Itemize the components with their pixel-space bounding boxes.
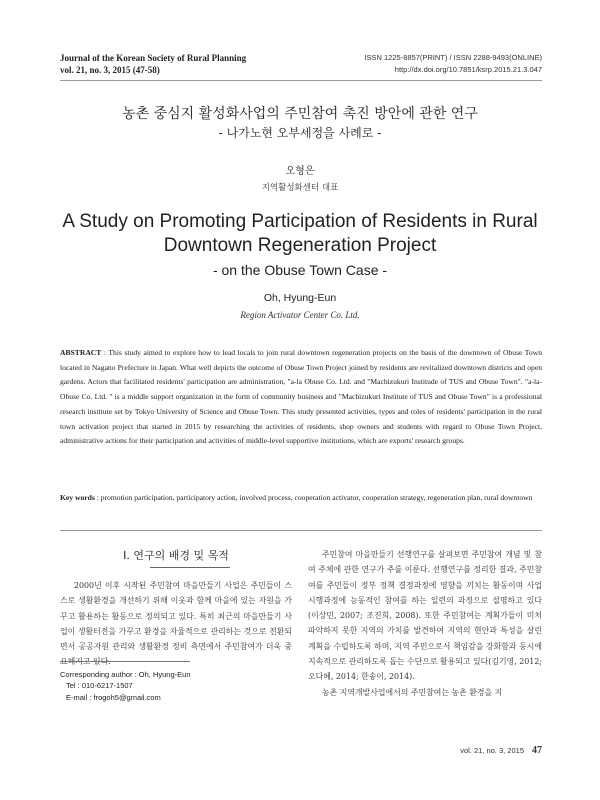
header-divider (60, 80, 542, 81)
english-title: A Study on Promoting Participation of Residents in Rural Downtown Regeneration Project (62, 211, 538, 256)
footer-volume: vol. 21, no. 3, 2015 (460, 746, 524, 755)
corresponding-author-note (60, 669, 191, 703)
page-footer (460, 745, 542, 756)
abstract-block (60, 346, 542, 449)
korean-author: 오형은 (285, 166, 315, 177)
page-number: 47 (532, 745, 542, 756)
english-author: Oh, Hyung-Eun (263, 292, 337, 304)
footnote-author: Corresponding author : Oh, Hyung-Eun (60, 670, 191, 679)
doi-link[interactable]: http://dx.doi.org/10.7851/ksrp.2015.21.3.047 (394, 65, 542, 74)
issn-text: ISSN 1225-8857(PRINT) / ISSN 2288-9493(ONLINE) (364, 53, 542, 62)
issn-header (364, 52, 542, 76)
abstract-text: : This study aimed to explore how to lead locals to join rural downtown regeneration projects on the basis of the downtown of Obuse Town located in Nagano Prefecture in Japan. What well depicts the outcome of Obuse Town Project joined by residents are revitalized downtown districts and open gardens. Actors that facilitated residents' participation are administration, "a-la Obuse Co. Ltd. and "Machizukuri Institude of TUS and Obuse Town". "a-la- Obuse Co. Ltd. " is a middle support organization in the form of community business and "Machizukuri Institute of TUS and Obuse Town" is a professional research institute set by Tokyo University of Science and Obuse Town. This study presented activities, types and roles of residents' participation in the rural town activation project that started in 2015 by researching the activities of residents, shop owners and students with regard to Obuse Town Project, administrative actions for their participation and activities of middle-level supportive institutions, which are exports' research groups. (60, 348, 542, 446)
section-heading: Ⅰ. 연구의 배경 및 목적 (123, 549, 229, 562)
right-column (308, 547, 542, 700)
keywords-block (60, 491, 542, 506)
footnote-email[interactable]: E-mail : frogoh5@gmail.com (66, 692, 161, 702)
korean-title: 농촌 중심지 활성화사업의 주민참여 촉진 방안에 관한 연구 (122, 106, 478, 122)
left-column-text: 2000년 이후 시작된 주민참여 마을만들기 사업은 주민들이 스스로 생활환경을 개선하기 위해 이웃과 함께 마을에 있는 자원을 가꾸고 활용하는 활동으로 정의되고 있다. 특히 최근의 마을만들기 사업이 생활터전을 가꾸고 환경을 자율적으로 관리하는 것으로 전환되면서 공공자원 관리와 생활환경 정비 측면에서 주민참여가 더욱 중요해지고 있다. (60, 581, 292, 667)
right-paragraph-2: 농촌 지역개발사업에서의 주민참여는 농촌 환경을 지 (322, 687, 503, 697)
footnote-divider (60, 661, 190, 662)
footnote-tel: Tel : 010-6217-1507 (66, 681, 133, 691)
journal-name: Journal of the Korean Society of Rural Planning (60, 53, 247, 63)
keywords-label: Key words (60, 493, 95, 502)
section-heading-underline (150, 567, 230, 568)
korean-affiliation: 지역활성화센터 대표 (261, 183, 339, 193)
journal-header (60, 52, 246, 76)
abstract-label: ABSTRACT (60, 348, 102, 357)
keywords-text: : promotion participation, participatory action, involved process, cooperation activator, cooperation strategy, regeneration plan, rural downtown (94, 493, 533, 502)
abstract-divider (60, 530, 542, 531)
korean-subtitle: - 나가노현 오부세정을 사례로 - (218, 126, 382, 140)
right-paragraph-1: 주민참여 마을만들기 선행연구를 살펴보면 주민참여 개념 및 참여 주체에 관한 연구가 주를 이룬다. 선행연구를 정리한 결과, 주민참여를 주민들이 정부 정책 결정과정에 영향을 끼치는 활동이며 사업 시행과정에 능동적인 참여를 하는 일련의 과정으로 설명하고 있다(이상민, 2007; 조진희, 2008). 또한 주민참여는 계획가들이 미처 파악하지 못한 지역의 가치를 발견하여 지역의 현안과 특성을 살린 계획을 수립하도록 하며, 지역 주민으로서 책임감을 강화함과 동시에 지속적으로 관리하도록 돕는 수단으로 활용되고 있다(김기영, 2012; 오다혜, 2014; 한송이, 2014). (308, 550, 542, 682)
journal-volume: vol. 21, no. 3, 2015 (47-58) (60, 65, 160, 75)
english-subtitle: - on the Obuse Town Case - (212, 262, 388, 278)
english-affiliation: Region Activator Center Co. Ltd. (240, 310, 360, 320)
